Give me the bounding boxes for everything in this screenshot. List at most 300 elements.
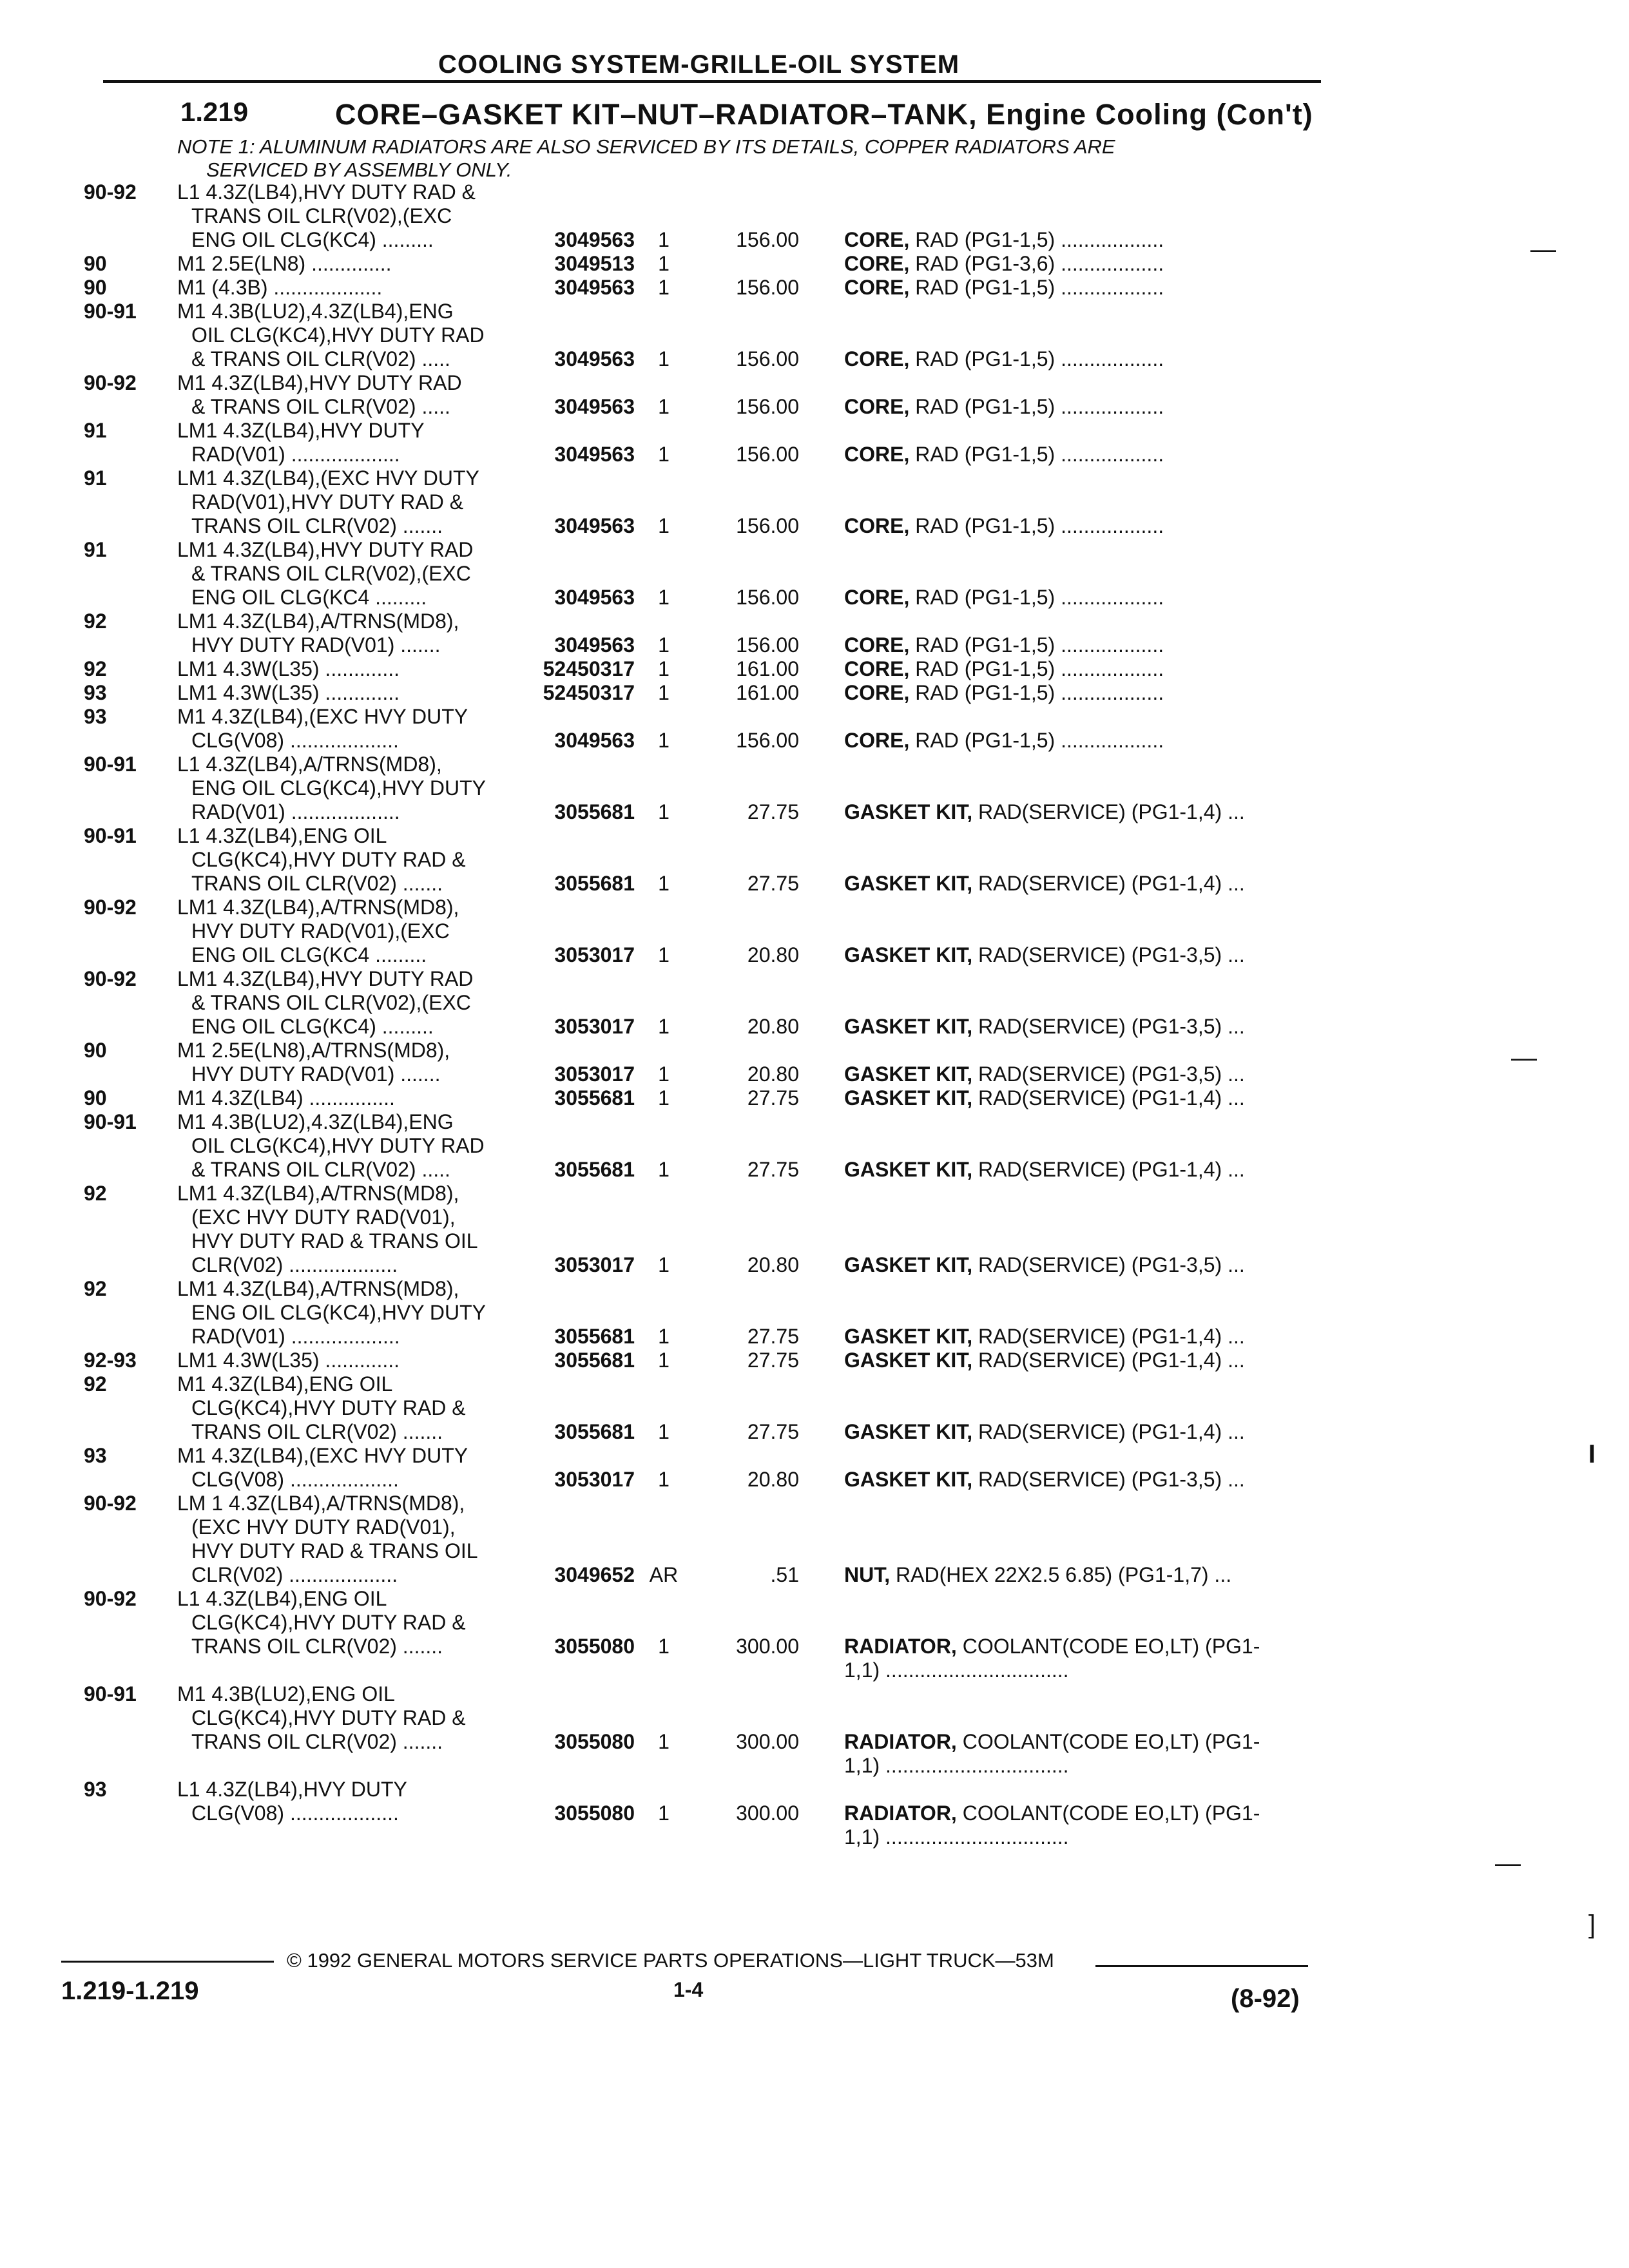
model-year: 90-92 [84, 371, 137, 394]
model-year: 93 [84, 681, 107, 704]
part-detail: RAD(SERVICE) (PG1-3,5) ... [972, 1253, 1245, 1276]
part-name: CORE, [844, 729, 910, 752]
part-description [844, 872, 1347, 896]
title-rule [103, 80, 1321, 83]
price: 300.00 [736, 1802, 799, 1825]
part-number: 3049513 [554, 252, 635, 275]
table-row [84, 824, 1347, 896]
table-row [84, 1039, 1347, 1086]
part-detail: RAD (PG1-1,5) .................. [909, 347, 1164, 370]
price: 27.75 [747, 800, 799, 823]
model-year: 90-91 [84, 1110, 137, 1133]
part-number: 3053017 [554, 1062, 635, 1086]
description-line: M1 4.3Z(LB4),(EXC HVY DUTY [177, 705, 468, 728]
model-year: 91 [84, 466, 107, 490]
part-detail: RAD (PG1-1,5) .................. [909, 443, 1164, 466]
description-line: LM1 4.3Z(LB4),HVY DUTY [177, 419, 425, 442]
price: 20.80 [747, 1253, 799, 1276]
price: 27.75 [747, 1325, 799, 1348]
price: 156.00 [736, 443, 799, 466]
description-line: LM1 4.3W(L35) ............. [177, 1349, 400, 1372]
part-detail: RAD(SERVICE) (PG1-1,4) ... [972, 1349, 1245, 1372]
note [177, 135, 1115, 182]
quantity: 1 [658, 514, 670, 537]
part-number: 3049563 [554, 228, 635, 251]
part-number: 3049563 [554, 514, 635, 537]
price: 27.75 [747, 872, 799, 895]
quantity: 1 [658, 1468, 670, 1491]
quantity: 1 [658, 633, 670, 657]
description-line: HVY DUTY RAD(V01),(EXC [191, 919, 450, 943]
part-description [844, 1635, 1347, 1658]
part-description [844, 586, 1347, 610]
description-line: LM1 4.3Z(LB4),A/TRNS(MD8), [177, 1277, 459, 1300]
description-line: OIL CLG(KC4),HVY DUTY RAD [191, 323, 485, 347]
quantity: 1 [658, 1158, 670, 1181]
part-detail: COOLANT(CODE EO,LT) (PG1- [956, 1802, 1260, 1825]
model-year: 90-92 [84, 896, 137, 919]
price: 156.00 [736, 347, 799, 370]
quantity: 1 [658, 657, 670, 680]
quantity: AR [649, 1563, 679, 1586]
footer-rule-right [1095, 1965, 1308, 1967]
quantity: 1 [658, 1253, 670, 1276]
description-line: TRANS OIL CLR(V02) ....... [191, 872, 443, 895]
part-description [844, 395, 1347, 419]
model-year: 92-93 [84, 1349, 137, 1372]
quantity: 1 [658, 1015, 670, 1038]
description-line: ENG OIL CLG(KC4) ......... [191, 1015, 434, 1038]
description-line: L1 4.3Z(LB4),ENG OIL [177, 824, 387, 847]
description-line: TRANS OIL CLR(V02) ....... [191, 1635, 443, 1658]
part-number: 3055080 [554, 1730, 635, 1753]
description-line: LM1 4.3W(L35) ............. [177, 681, 400, 704]
table-row [84, 1682, 1347, 1778]
part-number: 3053017 [554, 1253, 635, 1276]
description-line: L1 4.3Z(LB4),HVY DUTY [177, 1778, 407, 1801]
margin-bracket: ] [1588, 1910, 1596, 1939]
quantity: 1 [658, 1730, 670, 1753]
parts-list [84, 180, 1347, 1849]
part-description [844, 1158, 1347, 1182]
quantity: 1 [658, 443, 670, 466]
table-row [84, 1492, 1347, 1587]
table-row [84, 1182, 1347, 1277]
quantity: 1 [658, 276, 670, 299]
part-description [844, 633, 1347, 657]
quantity: 1 [658, 586, 670, 609]
description-line: & TRANS OIL CLR(V02),(EXC [191, 991, 471, 1014]
part-detail: RAD (PG1-1,5) .................. [909, 729, 1164, 752]
part-number: 3055681 [554, 800, 635, 823]
part-detail: RAD(SERVICE) (PG1-1,4) ... [972, 1325, 1245, 1348]
description-line: TRANS OIL CLR(V02) ....... [191, 1420, 443, 1443]
margin-dash: — [1530, 235, 1556, 264]
description-line: RAD(V01) ................... [191, 443, 400, 466]
quantity: 1 [658, 1086, 670, 1110]
part-name: CORE, [844, 395, 910, 418]
page-title: COOLING SYSTEM-GRILLE-OIL SYSTEM [438, 50, 960, 79]
part-description [844, 1730, 1347, 1754]
price: 300.00 [736, 1635, 799, 1658]
part-name: GASKET KIT, [844, 1015, 973, 1038]
part-description [844, 514, 1347, 538]
quantity: 1 [658, 228, 670, 251]
part-name: CORE, [844, 228, 910, 251]
part-name: CORE, [844, 633, 910, 657]
quantity: 1 [658, 1349, 670, 1372]
price: 27.75 [747, 1158, 799, 1181]
model-year: 92 [84, 1277, 107, 1300]
quantity: 1 [658, 252, 670, 275]
part-name: GASKET KIT, [844, 1420, 973, 1443]
price: 27.75 [747, 1420, 799, 1443]
part-number: 3055080 [554, 1635, 635, 1658]
model-year: 92 [84, 1182, 107, 1205]
part-number: 3049563 [554, 443, 635, 466]
part-number: 3055681 [554, 1325, 635, 1348]
description-line: & TRANS OIL CLR(V02) ..... [191, 347, 450, 370]
part-description [844, 228, 1347, 252]
part-detail: RAD (PG1-1,5) .................. [909, 228, 1164, 251]
part-number: 3049563 [554, 633, 635, 657]
description-line: M1 4.3B(LU2),4.3Z(LB4),ENG [177, 1110, 454, 1133]
margin-dash: — [1511, 1044, 1537, 1072]
description-line: LM1 4.3Z(LB4),A/TRNS(MD8), [177, 1182, 459, 1205]
part-detail: RAD (PG1-1,5) .................. [909, 657, 1164, 680]
part-name: CORE, [844, 681, 910, 704]
description-line: TRANS OIL CLR(V02) ....... [191, 514, 443, 537]
quantity: 1 [658, 1802, 670, 1825]
description-line: L1 4.3Z(LB4),HVY DUTY RAD & [177, 180, 476, 204]
part-number: 3049652 [554, 1563, 635, 1586]
description-line: CLG(KC4),HVY DUTY RAD & [191, 1611, 466, 1634]
part-detail: RAD (PG1-1,5) .................. [909, 514, 1164, 537]
model-year: 90-91 [84, 824, 137, 847]
description-line: OIL CLG(KC4),HVY DUTY RAD [191, 1134, 485, 1157]
part-description [844, 1349, 1347, 1372]
part-name: RADIATOR, [844, 1635, 957, 1658]
model-year: 90 [84, 1039, 107, 1062]
model-year: 90-91 [84, 300, 137, 323]
table-row [84, 657, 1347, 681]
description-line: TRANS OIL CLR(V02) ....... [191, 1730, 443, 1753]
model-year: 93 [84, 1444, 107, 1467]
price: 156.00 [736, 276, 799, 299]
table-row [84, 753, 1347, 824]
price: 156.00 [736, 633, 799, 657]
part-description [844, 443, 1347, 466]
margin-dash: — [1495, 1849, 1521, 1878]
table-row [84, 371, 1347, 419]
part-number: 3055681 [554, 1086, 635, 1110]
part-detail-continued: 1,1) ................................ [844, 1754, 1069, 1777]
part-detail: RAD(SERVICE) (PG1-3,5) ... [972, 943, 1245, 966]
part-description [844, 729, 1347, 753]
model-year: 91 [84, 419, 107, 442]
table-row [84, 180, 1347, 252]
part-detail: RAD(SERVICE) (PG1-1,4) ... [972, 800, 1245, 823]
part-detail: RAD(SERVICE) (PG1-1,4) ... [972, 1420, 1245, 1443]
note-line-2: SERVICED BY ASSEMBLY ONLY. [206, 159, 512, 181]
description-line: HVY DUTY RAD(V01) ....... [191, 1062, 441, 1086]
price: 156.00 [736, 514, 799, 537]
description-line: (EXC HVY DUTY RAD(V01), [191, 1515, 456, 1539]
part-detail: RAD(SERVICE) (PG1-1,4) ... [972, 1086, 1245, 1110]
part-detail: COOLANT(CODE EO,LT) (PG1- [956, 1730, 1260, 1753]
description-line: ENG OIL CLG(KC4 ......... [191, 586, 427, 609]
footer-date: (8-92) [1231, 1984, 1300, 2013]
part-name: CORE, [844, 443, 910, 466]
price: 156.00 [736, 395, 799, 418]
quantity: 1 [658, 1325, 670, 1348]
description-line: LM1 4.3W(L35) ............. [177, 657, 400, 680]
description-line: L1 4.3Z(LB4),A/TRNS(MD8), [177, 753, 442, 776]
model-year: 92 [84, 657, 107, 680]
part-name: GASKET KIT, [844, 800, 973, 823]
section-number: 1.219 [180, 97, 249, 127]
part-detail: RAD(SERVICE) (PG1-3,5) ... [972, 1468, 1245, 1491]
margin-bracket: I [1588, 1440, 1596, 1468]
description-line: & TRANS OIL CLR(V02) ..... [191, 1158, 450, 1181]
description-line: RAD(V01) ................... [191, 1325, 400, 1348]
part-name: CORE, [844, 514, 910, 537]
quantity: 1 [658, 729, 670, 752]
part-description [844, 1086, 1347, 1110]
quantity: 1 [658, 1420, 670, 1443]
quantity: 1 [658, 1062, 670, 1086]
description-line: M1 (4.3B) ................... [177, 276, 383, 299]
price: 20.80 [747, 1468, 799, 1491]
part-description [844, 1468, 1347, 1492]
part-detail: RAD(SERVICE) (PG1-1,4) ... [972, 1158, 1245, 1181]
part-name: GASKET KIT, [844, 1086, 973, 1110]
part-name: RADIATOR, [844, 1802, 957, 1825]
table-row [84, 419, 1347, 466]
description-line: CLG(V08) ................... [191, 729, 399, 752]
description-line: ENG OIL CLG(KC4),HVY DUTY [191, 776, 486, 800]
description-line: & TRANS OIL CLR(V02) ..... [191, 395, 450, 418]
quantity: 1 [658, 681, 670, 704]
description-line: ENG OIL CLG(KC4) ......... [191, 228, 434, 251]
quantity: 1 [658, 347, 670, 370]
description-line: ENG OIL CLG(KC4 ......... [191, 943, 427, 966]
model-year: 90-91 [84, 753, 137, 776]
description-line: M1 4.3Z(LB4),ENG OIL [177, 1372, 393, 1396]
description-line: M1 2.5E(LN8),A/TRNS(MD8), [177, 1039, 450, 1062]
description-line: M1 4.3Z(LB4) ............... [177, 1086, 395, 1110]
part-number: 3055681 [554, 1349, 635, 1372]
part-number: 3049563 [554, 395, 635, 418]
description-line: RAD(V01),HVY DUTY RAD & [191, 490, 464, 514]
description-line: HVY DUTY RAD & TRANS OIL [191, 1229, 478, 1253]
description-line: CLR(V02) ................... [191, 1563, 398, 1586]
model-year: 90-92 [84, 1587, 137, 1610]
price: 156.00 [736, 729, 799, 752]
part-detail: RAD(SERVICE) (PG1-1,4) ... [972, 872, 1245, 895]
description-line: M1 4.3Z(LB4),(EXC HVY DUTY [177, 1444, 468, 1467]
footer-copyright: © 1992 GENERAL MOTORS SERVICE PARTS OPERATIONS—LIGHT TRUCK—53M [287, 1949, 1054, 1972]
part-number: 3049563 [554, 347, 635, 370]
part-name: GASKET KIT, [844, 1253, 973, 1276]
quantity: 1 [658, 395, 670, 418]
part-description [844, 657, 1347, 681]
quantity: 1 [658, 943, 670, 966]
part-detail: RAD(HEX 22X2.5 6.85) (PG1-1,7) ... [890, 1563, 1232, 1586]
model-year: 90-92 [84, 180, 137, 204]
part-name: CORE, [844, 276, 910, 299]
part-detail-continued: 1,1) ................................ [844, 1825, 1069, 1849]
description-line: M1 4.3Z(LB4),HVY DUTY RAD [177, 371, 462, 394]
part-detail: COOLANT(CODE EO,LT) (PG1- [956, 1635, 1260, 1658]
footer-rule-left [61, 1961, 274, 1963]
part-detail: RAD(SERVICE) (PG1-3,5) ... [972, 1015, 1245, 1038]
table-row [84, 1110, 1347, 1182]
description-line: M1 4.3B(LU2),ENG OIL [177, 1682, 395, 1706]
model-year: 90 [84, 1086, 107, 1110]
model-year: 92 [84, 610, 107, 633]
part-detail: RAD (PG1-1,5) .................. [909, 276, 1164, 299]
table-row [84, 967, 1347, 1039]
part-name: GASKET KIT, [844, 1158, 973, 1181]
part-name: CORE, [844, 252, 910, 275]
description-line: LM1 4.3Z(LB4),HVY DUTY RAD [177, 967, 474, 990]
note-line-1: NOTE 1: ALUMINUM RADIATORS ARE ALSO SERVICED BY ITS DETAILS, COPPER RADIATORS ARE [177, 135, 1115, 158]
description-line: LM1 4.3Z(LB4),(EXC HVY DUTY [177, 466, 479, 490]
part-detail: RAD (PG1-3,6) .................. [909, 252, 1164, 275]
part-number: 3049563 [554, 586, 635, 609]
price: 156.00 [736, 228, 799, 251]
part-name: GASKET KIT, [844, 1468, 973, 1491]
model-year: 90-92 [84, 967, 137, 990]
model-year: 91 [84, 538, 107, 561]
part-number: 3053017 [554, 1468, 635, 1491]
description-line: M1 4.3B(LU2),4.3Z(LB4),ENG [177, 300, 454, 323]
price: 27.75 [747, 1349, 799, 1372]
part-number: 3053017 [554, 1015, 635, 1038]
part-description [844, 1253, 1347, 1277]
part-description [844, 800, 1347, 824]
table-row [84, 705, 1347, 753]
part-detail-continued: 1,1) ................................ [844, 1658, 1069, 1682]
description-line: CLG(V08) ................... [191, 1802, 399, 1825]
table-row [84, 1349, 1347, 1372]
part-description [844, 1015, 1347, 1039]
price: .51 [770, 1563, 799, 1586]
description-line: LM1 4.3Z(LB4),HVY DUTY RAD [177, 538, 474, 561]
part-description [844, 1420, 1347, 1444]
table-row [84, 610, 1347, 657]
description-line: RAD(V01) ................... [191, 800, 400, 823]
price: 156.00 [736, 586, 799, 609]
part-description [844, 1062, 1347, 1086]
model-year: 93 [84, 1778, 107, 1801]
table-row [84, 1277, 1347, 1349]
description-line: CLG(KC4),HVY DUTY RAD & [191, 1396, 466, 1419]
part-description [844, 276, 1347, 300]
part-name: GASKET KIT, [844, 943, 973, 966]
part-number: 52450317 [543, 681, 635, 704]
part-number: 3053017 [554, 943, 635, 966]
table-row [84, 276, 1347, 300]
description-line: HVY DUTY RAD & TRANS OIL [191, 1539, 478, 1562]
description-line: LM1 4.3Z(LB4),A/TRNS(MD8), [177, 896, 459, 919]
price: 161.00 [736, 681, 799, 704]
description-line: TRANS OIL CLR(V02),(EXC [191, 204, 452, 227]
part-number: 3055681 [554, 872, 635, 895]
description-line: & TRANS OIL CLR(V02),(EXC [191, 562, 471, 585]
table-row [84, 1778, 1347, 1849]
description-line: CLG(V08) ................... [191, 1468, 399, 1491]
part-name: CORE, [844, 347, 910, 370]
part-name: NUT, [844, 1563, 891, 1586]
part-number: 3055080 [554, 1802, 635, 1825]
quantity: 1 [658, 800, 670, 823]
part-description [844, 1325, 1347, 1349]
footer-page-number: 1-4 [673, 1978, 704, 2001]
description-line: LM 1 4.3Z(LB4),A/TRNS(MD8), [177, 1492, 465, 1515]
table-row [84, 538, 1347, 610]
part-description [844, 347, 1347, 371]
model-year: 92 [84, 1372, 107, 1396]
price: 300.00 [736, 1730, 799, 1753]
price: 161.00 [736, 657, 799, 680]
part-detail: RAD(SERVICE) (PG1-3,5) ... [972, 1062, 1245, 1086]
model-year: 90-91 [84, 1682, 137, 1706]
part-number: 3049563 [554, 729, 635, 752]
part-description [844, 681, 1347, 705]
part-detail: RAD (PG1-1,5) .................. [909, 681, 1164, 704]
section-title: CORE–GASKET KIT–NUT–RADIATOR–TANK, Engine Cooling (Con't) [335, 98, 1313, 131]
quantity: 1 [658, 1635, 670, 1658]
price: 27.75 [747, 1086, 799, 1110]
table-row [84, 1086, 1347, 1110]
part-name: GASKET KIT, [844, 1349, 973, 1372]
part-description [844, 252, 1347, 276]
part-description [844, 1802, 1347, 1825]
description-line: LM1 4.3Z(LB4),A/TRNS(MD8), [177, 610, 459, 633]
table-row [84, 1587, 1347, 1682]
price: 20.80 [747, 1062, 799, 1086]
part-description [844, 943, 1347, 967]
description-line: (EXC HVY DUTY RAD(V01), [191, 1206, 456, 1229]
table-row [84, 896, 1347, 967]
part-detail: RAD (PG1-1,5) .................. [909, 395, 1164, 418]
description-line: M1 2.5E(LN8) .............. [177, 252, 392, 275]
price: 20.80 [747, 943, 799, 966]
table-row [84, 300, 1347, 371]
part-number: 3055681 [554, 1420, 635, 1443]
footer-section-range: 1.219-1.219 [61, 1977, 199, 2005]
description-line: CLR(V02) ................... [191, 1253, 398, 1276]
table-row [84, 466, 1347, 538]
part-name: CORE, [844, 657, 910, 680]
part-detail: RAD (PG1-1,5) .................. [909, 586, 1164, 609]
table-row [84, 252, 1347, 276]
part-detail: RAD (PG1-1,5) .................. [909, 633, 1164, 657]
table-row [84, 681, 1347, 705]
model-year: 90 [84, 252, 107, 275]
price: 20.80 [747, 1015, 799, 1038]
part-name: GASKET KIT, [844, 872, 973, 895]
table-row [84, 1372, 1347, 1444]
description-line: CLG(KC4),HVY DUTY RAD & [191, 1706, 466, 1729]
part-name: GASKET KIT, [844, 1062, 973, 1086]
part-name: RADIATOR, [844, 1730, 957, 1753]
part-number: 3055681 [554, 1158, 635, 1181]
description-line: CLG(KC4),HVY DUTY RAD & [191, 848, 466, 871]
description-line: L1 4.3Z(LB4),ENG OIL [177, 1587, 387, 1610]
